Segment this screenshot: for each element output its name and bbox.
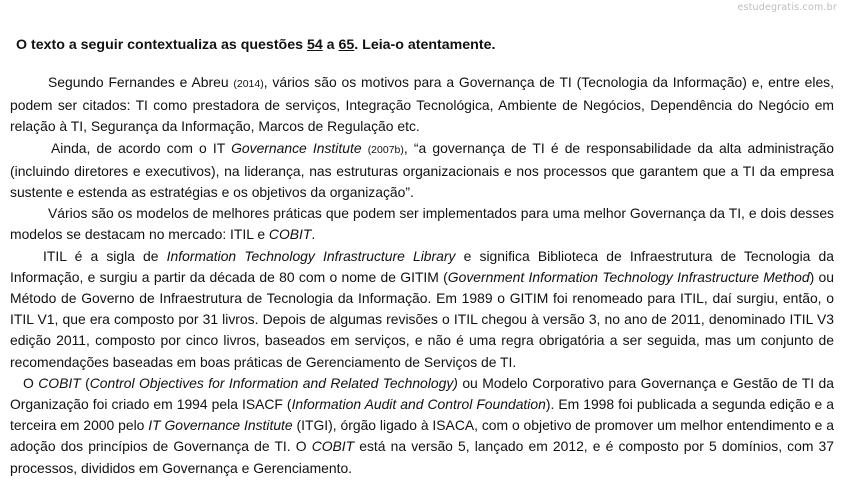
p2-text-a: Ainda, de acordo com o IT [51, 139, 232, 156]
instruction-heading [16, 37, 495, 53]
p5-text-c: ou Modelo Corporativo para Governança e Gestão de TI da Organização foi criado em 1994 pela ISACF ( [10, 374, 834, 413]
p3-cobit: COBIT [268, 226, 312, 243]
heading-suffix: . Leia-o atentamente. [354, 37, 496, 53]
p5-text-d: ). Em 1998 foi publicada a segunda edição e a terceira em 2000 pelo [10, 396, 834, 434]
p5-cobit-2: COBIT [311, 438, 355, 455]
p4-gitim-full: Government Information Technology Infrastructure Method [447, 268, 810, 285]
paragraph-3 [10, 203, 834, 245]
paragraph-2 [10, 138, 834, 204]
heading-prefix: O texto a seguir contextualiza as questões [16, 37, 307, 53]
p5-text-b: ( [80, 374, 90, 391]
p3-text-a: Vários são os modelos de melhores práticas que podem ser implementados para uma melhor Governança da TI, e dois desses modelos se destacam no mercado: ITIL e [10, 205, 834, 243]
p5-text-a: O [23, 374, 39, 391]
p4-text-c: ) ou Método de Governo de Infraestrutura de Tecnologia da Informação. Em 1989 o GITIM foi renomeado para ITIL, daí surgiu, então, o ITIL V1, que era composto por 31 livros. Depois de algumas revisões o ITIL chegou à versão 3, no ano de 2011, denominado ITIL V3 edição 2011, composto por cinco livros, baseados em serviços, e não é uma regra obrigatória a ser seguida, mas um conjunto de recomendações baseadas em boas práticas de Gerenciamento de Serviços de TI. [10, 268, 835, 370]
p2-text-b: , “a governança de TI é de responsabilidade da alta administração (incluindo diretores e executivos), na liderança, nas estruturas organizacionais e nos processos que garantem que a TI da empresa sustente e estenda as estratégias e os objetivos da organização”. [10, 139, 834, 201]
p1-year: (2014) [233, 78, 264, 90]
paragraph-1 [10, 72, 834, 138]
p3-text-b: . [311, 226, 316, 243]
paragraph-4 [10, 246, 834, 373]
question-start-number: 54 [306, 37, 323, 53]
heading-middle: a [322, 37, 339, 53]
reading-text [10, 72, 834, 479]
p4-itil-full: Information Technology Infrastructure Library [166, 247, 456, 264]
question-end-number: 65 [338, 37, 355, 53]
p5-cobit-full: Control Objectives for Information and Related Technology) [89, 374, 458, 391]
p5-isacf-full: Information Audit and Control Foundation [291, 396, 546, 413]
p1-text-a: Segundo Fernandes e Abreu [48, 74, 234, 90]
p5-itgi-full: IT Governance Institute [148, 417, 293, 434]
p5-text-f: está na versão 5, lançado em 2012, e é composto por 5 domínios, com 37 processos, divididos em Governança e Gerenciamento. [10, 438, 834, 476]
p1-text-b: , vários são os motivos para a Governança de TI (Tecnologia da Informação) e, entre eles, podem ser citados: TI como prestadora de serviços, Integração Tecnológica, Ambiente de Negócios, Dependência do Negócio em relação à TI, Segurança da Informação, Marcos de Regulação etc. [10, 74, 834, 135]
p4-text-a: ITIL é a sigla de [43, 247, 167, 264]
site-watermark: estudegratis.com.br [737, 2, 837, 13]
paragraph-5 [10, 373, 834, 479]
p2-year: (2007b) [367, 143, 404, 156]
p4-text-b: e significa Biblioteca de Infraestrutura de Tecnologia da Informação, e surgiu a partir da década de 80 com o nome de GITIM ( [10, 247, 834, 285]
p2-institute: Governance Institute [231, 139, 362, 156]
p5-cobit: COBIT [38, 374, 81, 391]
p5-text-e: (ITGI), órgão ligado à ISACA, com o objetivo de promover um melhor entendimento e a adoção dos princípios de Governança de TI. O [10, 417, 834, 455]
